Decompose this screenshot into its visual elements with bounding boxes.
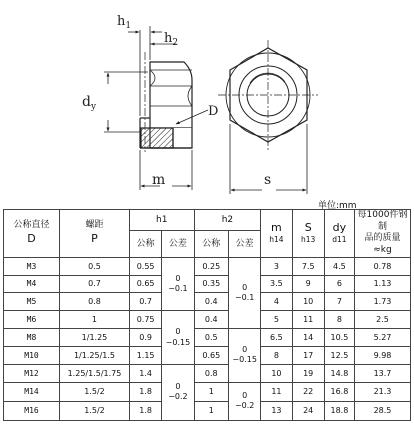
- header-h1: h1: [129, 210, 194, 231]
- header-h2-nominal: 公称: [194, 231, 228, 258]
- header-dy: dy d11: [324, 210, 354, 258]
- nut-side-view: [140, 52, 192, 152]
- h2-tolerance-group-3: 0 −0.2: [229, 382, 261, 420]
- m-label: m: [152, 172, 166, 188]
- h2-label: $h_2$: [164, 31, 179, 48]
- header-m: m h14: [261, 210, 292, 258]
- h1-tolerance-group-1: 0 −0.1: [162, 257, 194, 311]
- unit-label: 单位:mm: [318, 201, 357, 211]
- spec-table: [3, 209, 411, 421]
- weld-nut-technical-drawing: [0, 0, 414, 200]
- m-dimension: [140, 150, 192, 190]
- table-row: M10 1/1.25/1.5 1.15 0.65 8 17 12.5 9.98: [4, 347, 411, 365]
- table-row: M8 1/1.25 0.9 0.5 0 −0.15 6.5 14 10.5 5.27: [4, 329, 411, 347]
- table-row: M3 0.5 0.55 0 −0.1 0.25 0 −0.1 3 7.5 4.5 0.78: [4, 257, 411, 275]
- h2-tolerance-group-2: 0 −0.15: [229, 329, 261, 383]
- table-row: M5 0.8 0.7 0.4 4 10 7 1.73: [4, 293, 411, 311]
- table-row: M6 1 0.75 0 −0.15 0.4 5 11 8 2.5: [4, 311, 411, 329]
- h1-tolerance-group-2: 0 −0.15: [162, 311, 194, 365]
- header-h2: h2: [194, 210, 261, 231]
- dy-label: $d_y$: [82, 94, 97, 112]
- header-mass: 每1000件钢制 品的质量 ≈kg: [354, 210, 410, 258]
- table-row: M4 0.7 0.65 0.35 3.5 9 6 1.13: [4, 275, 411, 293]
- nut-top-view: [218, 40, 318, 150]
- d-label: D: [208, 104, 219, 119]
- h1-tolerance-group-3: 0 −0.2: [162, 364, 194, 420]
- header-h2-tolerance: 公差: [229, 231, 261, 258]
- header-h1-tolerance: 公差: [162, 231, 194, 258]
- header-nominal-diameter: 公称直径 D: [4, 210, 60, 258]
- header-pitch: 螺距 P: [59, 210, 129, 258]
- h2-tolerance-group-1: 0 −0.1: [229, 257, 261, 328]
- table-row: M14 1.5/2 1.8 1 0 −0.2 11 22 16.8 21.3: [4, 382, 411, 401]
- h1-label: $h_1$: [117, 14, 132, 31]
- table-row: M12 1.25/1.5/1.75 1.4 0 −0.2 0.8 10 19 14.8 13.7: [4, 364, 411, 382]
- table-row: M16 1.5/2 1.8 1 13 24 18.8 28.5: [4, 401, 411, 420]
- s-label: s: [264, 172, 272, 188]
- header-row-1: [4, 210, 411, 231]
- header-s: S h13: [292, 210, 324, 258]
- header-h1-nominal: 公称: [129, 231, 161, 258]
- dy-dimension: [104, 72, 148, 132]
